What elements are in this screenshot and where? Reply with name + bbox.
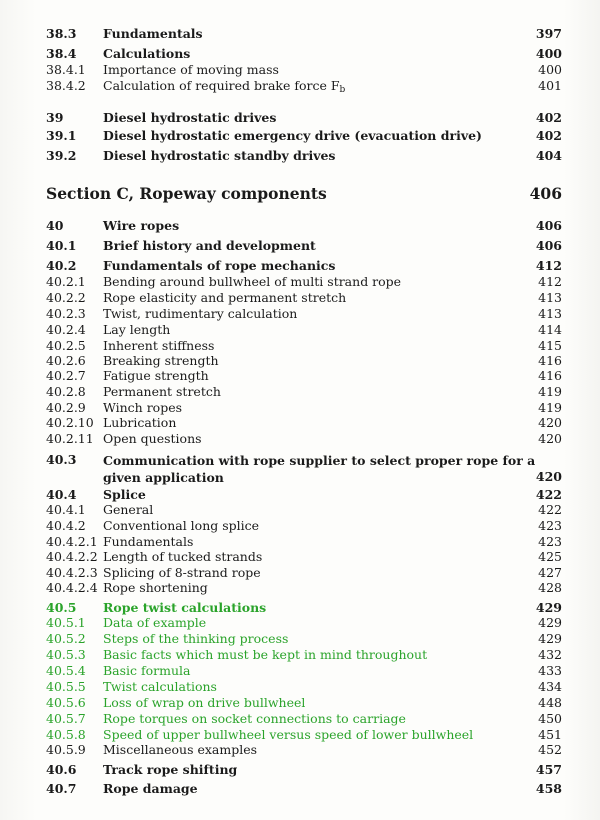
toc-entry-number: 40.4.2.3 — [46, 565, 98, 580]
toc-entry-title — [103, 565, 261, 581]
toc-entry-page-number: 457 — [535, 762, 562, 777]
toc-entry-title-subscript: b — [339, 85, 346, 95]
toc-entry-number: 40.5.2 — [46, 631, 86, 646]
toc-entry-title — [103, 46, 190, 62]
toc-entry-title — [103, 615, 206, 631]
toc-entry-title — [103, 306, 297, 322]
toc-entry-title-text: Rope torques on socket connections to carriage — [103, 711, 406, 726]
toc-entry-title — [103, 431, 202, 447]
toc-entry-page-number: 412 — [538, 274, 562, 289]
toc-entry-title-text: Rope shortening — [103, 580, 208, 595]
toc-entry-title-text: Section C, Ropeway components — [46, 184, 327, 203]
toc-entry-title-text: Length of tucked strands — [103, 549, 263, 564]
toc-entry-title-text: Fatigue strength — [103, 368, 209, 383]
toc-entry-title-text: Twist, rudimentary calculation — [103, 306, 298, 321]
toc-entry-number: 40.4.2.2 — [46, 549, 98, 564]
toc-entry-title — [103, 238, 316, 254]
toc-entry-page-number: 397 — [535, 26, 562, 41]
toc-entry-page-number: 429 — [535, 600, 562, 615]
toc-entry-page-number: 402 — [535, 110, 562, 125]
toc-entry-title-text: Inherent stiffness — [103, 338, 215, 353]
toc-entry-page-number: 401 — [538, 78, 562, 93]
toc-entry-title-text: General — [103, 502, 154, 517]
toc-entry-number: 40.1 — [46, 238, 77, 253]
toc-entry-number: 40.5.7 — [46, 711, 86, 726]
toc-entry-title-text: Calculation of required brake force F — [103, 78, 340, 93]
toc-entry-title — [103, 290, 346, 306]
toc-entry-page-number: 433 — [538, 663, 562, 678]
toc-entry-page-number: 416 — [538, 353, 562, 368]
toc-entry-title-text: Bending around bullwheel of multi strand rope — [103, 274, 402, 289]
toc-entry-page-number: 420 — [538, 415, 562, 430]
toc-entry-number: 40.2 — [46, 258, 77, 273]
toc-entry-number: 40.4 — [46, 487, 77, 502]
toc-entry-number: 40.5.8 — [46, 727, 86, 742]
toc-entry-number: 40 — [46, 218, 64, 233]
toc-entry-number: 40.7 — [46, 781, 77, 796]
toc-entry-number: 40.2.2 — [46, 290, 86, 305]
toc-entry-page-number: 451 — [538, 727, 562, 742]
toc-entry-title — [103, 218, 179, 234]
toc-entry-page-number: 434 — [538, 679, 562, 694]
toc-entry-title-text: Splicing of 8-strand rope — [103, 565, 261, 580]
toc-entry-title — [103, 368, 209, 384]
toc-entry-title-text: Twist calculations — [103, 679, 217, 694]
toc-entry-title-text: Diesel hydrostatic emergency drive (evacuation drive) — [103, 128, 482, 143]
toc-entry-title — [103, 415, 176, 431]
toc-entry-page-number: 432 — [538, 647, 562, 662]
toc-entry-number: 39.1 — [46, 128, 77, 143]
toc-entry-title-text: Permanent stretch — [103, 384, 221, 399]
toc-entry-title — [103, 353, 219, 369]
toc-entry-number: 39 — [46, 110, 64, 125]
toc-entry-page-number: 429 — [538, 631, 562, 646]
toc-entry-title-text: Diesel hydrostatic drives — [103, 110, 277, 125]
toc-entry-page-number: 406 — [535, 218, 562, 233]
toc-entry-number: 38.4.2 — [46, 78, 86, 93]
toc-entry-page-number: 422 — [535, 487, 562, 502]
toc-entry-title-text: Track rope shifting — [103, 762, 238, 777]
toc-entry-title — [103, 110, 276, 126]
toc-entry-title — [103, 502, 153, 518]
toc-entry-page-number: 458 — [535, 781, 562, 796]
toc-entry-title — [103, 711, 406, 727]
toc-entry-number: 40.5.6 — [46, 695, 86, 710]
toc-entry-page-number: 414 — [538, 322, 562, 337]
toc-entry-number: 38.3 — [46, 26, 77, 41]
toc-entry-page-number: 425 — [538, 549, 562, 564]
toc-entry-page-number: 423 — [538, 518, 562, 533]
toc-entry-title-text: Breaking strength — [103, 353, 219, 368]
toc-entry-title — [103, 781, 198, 797]
toc-entry-number: 40.5.3 — [46, 647, 86, 662]
toc-entry-number: 40.5.4 — [46, 663, 86, 678]
toc-entry-page-number: 402 — [535, 128, 562, 143]
toc-entry-title — [103, 78, 345, 98]
toc-entry-title-text: Fundamentals of rope mechanics — [103, 258, 336, 273]
toc-entry-page-number: 406 — [535, 238, 562, 253]
toc-entry-page-number: 428 — [538, 580, 562, 595]
toc-entry-number: 40.2.9 — [46, 400, 86, 415]
toc-entry-number: 40.2.6 — [46, 353, 86, 368]
toc-entry-title — [103, 62, 279, 78]
toc-entry-title — [103, 400, 182, 416]
toc-entry-page-number: 427 — [538, 565, 562, 580]
toc-entry-title-text: Calculations — [103, 46, 191, 61]
toc-entry-number: 38.4.1 — [46, 62, 86, 77]
toc-entry-page-number: 423 — [538, 534, 562, 549]
toc-entry-title-text: Rope twist calculations — [103, 600, 267, 615]
toc-entry-title — [103, 695, 305, 711]
toc-entry-title-text: Importance of moving mass — [103, 62, 279, 77]
toc-entry-page-number: 412 — [535, 258, 562, 273]
toc-entry-page-number: 420 — [535, 469, 562, 484]
toc-entry-title — [103, 128, 482, 144]
toc-entry-number: 40.2.3 — [46, 306, 86, 321]
toc-entry-page-number: 450 — [538, 711, 562, 726]
toc-entry-title — [103, 26, 203, 42]
toc-entry-title-text: Splice — [103, 487, 146, 502]
toc-entry-number: 40.5.9 — [46, 742, 86, 757]
toc-entry-title — [103, 600, 266, 616]
toc-entry-title-text: Brief history and development — [103, 238, 316, 253]
toc-entry-page-number: 419 — [538, 400, 562, 415]
toc-entry-number: 40.5 — [46, 600, 77, 615]
toc-entry-title — [103, 549, 262, 565]
toc-entry-title-text: Winch ropes — [103, 400, 183, 415]
toc-entry-title — [103, 148, 335, 164]
toc-entry-page-number: 452 — [538, 742, 562, 757]
toc-entry-title — [103, 679, 217, 695]
toc-entry-page-number: 429 — [538, 615, 562, 630]
toc-entry-title — [103, 727, 473, 743]
toc-entry-number: 40.2.8 — [46, 384, 86, 399]
toc-entry-title-text: Rope elasticity and permanent stretch — [103, 290, 347, 305]
toc-entry-title — [103, 580, 208, 596]
toc-entry-number: 40.5.1 — [46, 615, 86, 630]
toc-entry-page-number: 415 — [538, 338, 562, 353]
toc-entry-title — [103, 647, 427, 663]
toc-entry-page-number: 420 — [538, 431, 562, 446]
toc-entry-page-number: 413 — [538, 306, 562, 321]
toc-entry-title-text: Communication with rope supplier to select proper rope for a given application — [103, 453, 536, 485]
toc-entry-title — [103, 663, 191, 679]
toc-entry-number: 40.4.2.1 — [46, 534, 98, 549]
toc-entry-title-text: Lay length — [103, 322, 171, 337]
toc-entry-title — [103, 322, 170, 338]
toc-entry-number: 40.2.10 — [46, 415, 94, 430]
toc-entry-page-number: 422 — [538, 502, 562, 517]
toc-entry-title-text: Miscellaneous examples — [103, 742, 258, 757]
toc-entry-page-number: 400 — [538, 62, 562, 77]
toc-entry-title-text: Conventional long splice — [103, 518, 260, 533]
toc-entry-title-text: Basic formula — [103, 663, 191, 678]
toc-entry-title — [103, 518, 259, 534]
toc-entry-number: 40.5.5 — [46, 679, 86, 694]
toc-entry-title — [103, 338, 214, 354]
toc-entry-number: 40.4.1 — [46, 502, 86, 517]
toc-entry-title-text: Open questions — [103, 431, 202, 446]
toc-entry-title — [46, 184, 327, 204]
toc-entry-title-text: Fundamentals — [103, 534, 194, 549]
toc-entry-title-text: Speed of upper bullwheel versus speed of lower bullwheel — [103, 727, 474, 742]
toc-entry-number: 40.2.5 — [46, 338, 86, 353]
toc-entry-title — [103, 487, 146, 503]
toc-entry-title-text: Steps of the thinking process — [103, 631, 289, 646]
toc-entry-title — [103, 631, 288, 647]
toc-entry-title-text: Rope damage — [103, 781, 198, 796]
toc-entry-page-number: 448 — [538, 695, 562, 710]
toc-entry-title — [103, 534, 193, 550]
toc-entry-number: 40.4.2 — [46, 518, 86, 533]
toc-entry-number: 40.2.4 — [46, 322, 86, 337]
toc-entry-title-text: Lubrication — [103, 415, 177, 430]
toc-entry-title — [103, 274, 401, 290]
toc-entry-page-number: 404 — [535, 148, 562, 163]
toc-entry-number: 40.4.2.4 — [46, 580, 98, 595]
toc-entry-number: 39.2 — [46, 148, 77, 163]
toc-entry-number: 40.2.7 — [46, 368, 86, 383]
toc-entry-title — [103, 452, 543, 486]
toc-entry-number: 40.2.1 — [46, 274, 86, 289]
toc-entry-title — [103, 384, 221, 400]
toc-entry-title — [103, 742, 257, 758]
toc-entry-title-text: Loss of wrap on drive bullwheel — [103, 695, 306, 710]
toc-entry-number: 40.3 — [46, 452, 77, 467]
toc-entry-page-number: 416 — [538, 368, 562, 383]
toc-entry-page-number: 400 — [535, 46, 562, 61]
toc-entry-title-text: Diesel hydrostatic standby drives — [103, 148, 336, 163]
toc-entry-title-text: Basic facts which must be kept in mind throughout — [103, 647, 428, 662]
toc-entry-page-number: 413 — [538, 290, 562, 305]
toc-entry-number: 40.2.11 — [46, 431, 94, 446]
toc-entry-number: 38.4 — [46, 46, 77, 61]
toc-entry-title-text: Fundamentals — [103, 26, 203, 41]
toc-entry-title — [103, 258, 335, 274]
toc-entry-number: 40.6 — [46, 762, 77, 777]
toc-entry-title-text: Wire ropes — [103, 218, 180, 233]
toc-entry-page-number: 419 — [538, 384, 562, 399]
toc-entry-title — [103, 762, 237, 778]
toc-entry-page-number: 406 — [529, 184, 562, 203]
toc-entry-title-text: Data of example — [103, 615, 207, 630]
